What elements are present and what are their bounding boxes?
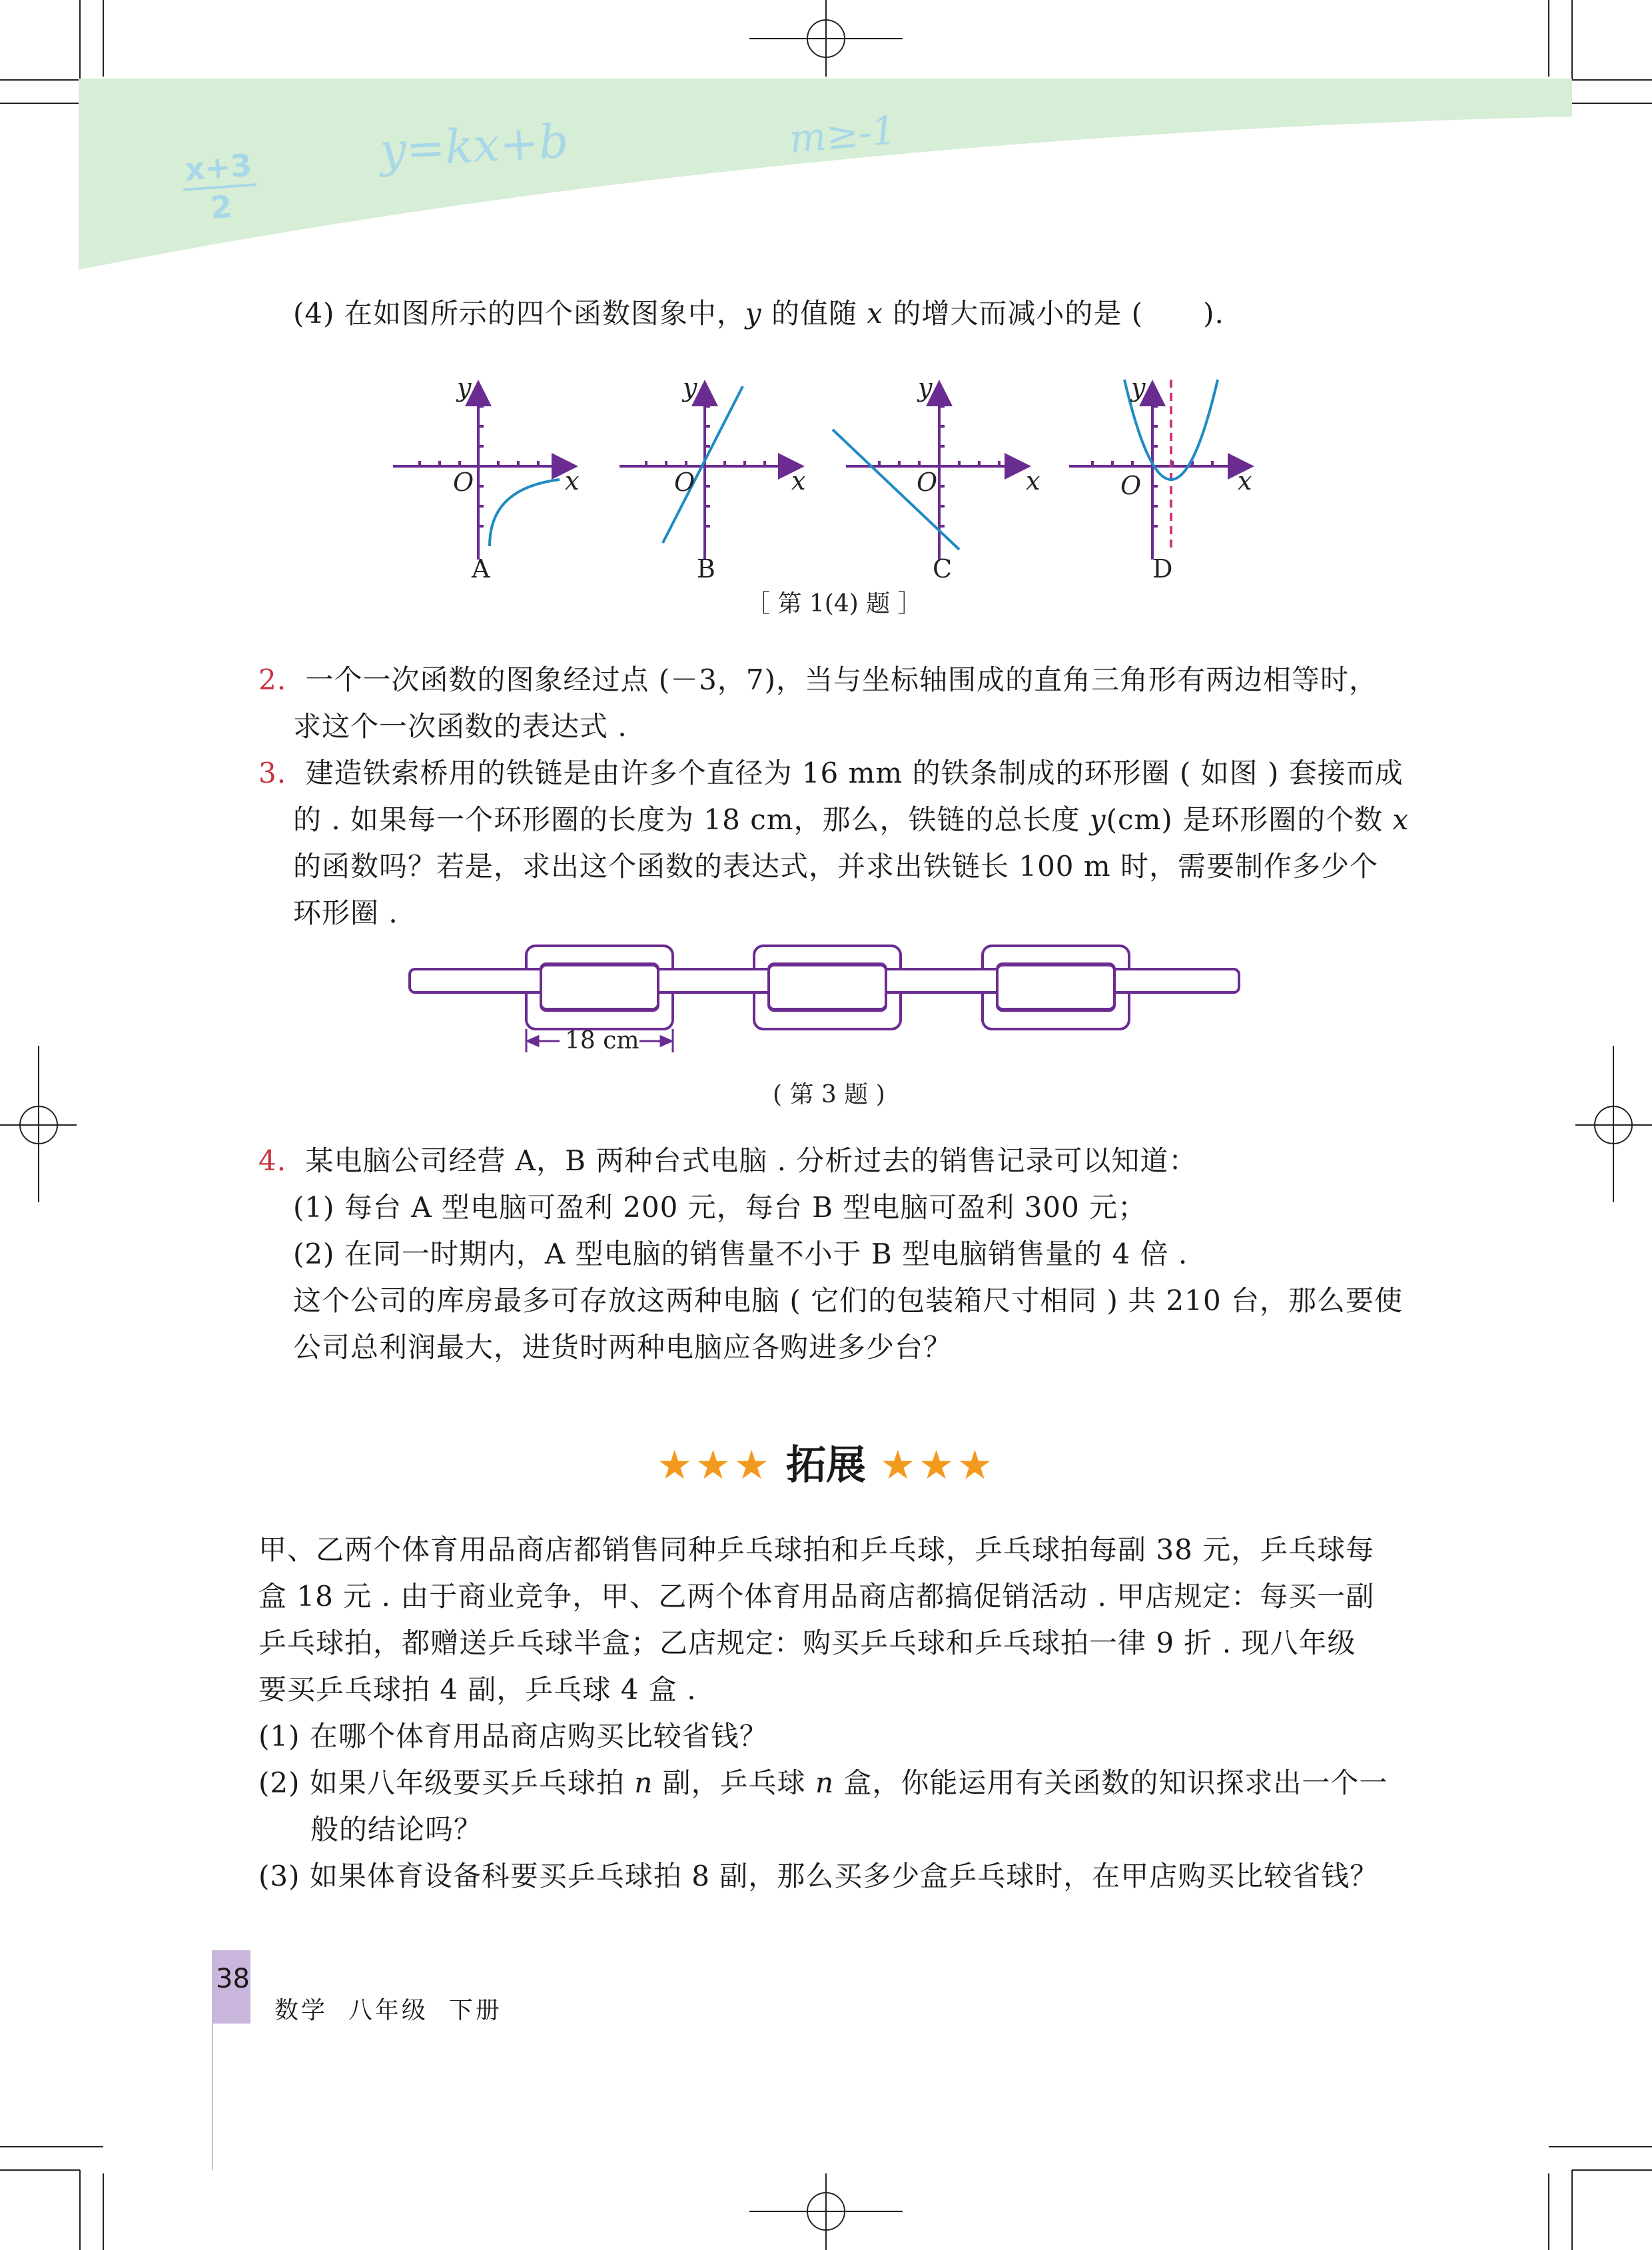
figure-caption-1-4: ［ 第 1(4) 题 ］ xyxy=(746,590,922,617)
graph-a-origin: O xyxy=(453,468,474,497)
graph-b-origin: O xyxy=(674,468,695,497)
extension-sub-2: (2) 如果八年级要买乒乓球拍 n 副，乒乓球 n 盒，你能运用有关函数的知识探求出一个一 xyxy=(258,1766,1388,1799)
extension-line-1: 甲、乙两个体育用品商店都销售同种乒乓球拍和乒乓球，乒乓球拍每副 38 元，乒乓球每 xyxy=(258,1533,1375,1566)
banner-formula-fraction xyxy=(181,147,259,226)
chain-dimension-label: 18 cm xyxy=(565,1027,639,1054)
question-4-line3: (2) 在同一时期内，A 型电脑的销售量不小于 B 型电脑销售量的 4 倍 . xyxy=(293,1238,1188,1270)
graph-d-y-label: y xyxy=(1131,373,1146,402)
figure-caption-3: ( 第 3 题 ) xyxy=(773,1081,885,1108)
fraction-numerator: x+3 xyxy=(184,147,253,188)
graph-d-label: D xyxy=(1152,554,1173,583)
banner-formula-linear: y=kx+b xyxy=(378,113,570,179)
graph-c-y-label: y xyxy=(918,373,933,402)
footer-rule xyxy=(212,2024,213,2170)
question-4-line2: (1) 每台 A 型电脑可盈利 200 元，每台 B 型电脑可盈利 300 元； xyxy=(293,1191,1147,1224)
graph-a-y-label: y xyxy=(457,373,472,402)
function-graphs xyxy=(0,360,1652,586)
page-number: 38 xyxy=(216,1964,250,1994)
question-4-number: 4. xyxy=(258,1144,287,1177)
chain-figure xyxy=(0,936,1652,1069)
graph-b-y-label: y xyxy=(683,373,697,402)
question-4-line4: 这个公司的库房最多可存放这两种电脑 ( 它们的包装箱尺寸相同 ) 共 210 台，那么要使 xyxy=(293,1284,1404,1317)
graph-b-x-label: x xyxy=(791,466,806,496)
question-3: 3. 建造铁索桥用的铁链是由许多个直径为 16 mm 的铁条制成的环形圈 ( 如图 ) 套接而成 xyxy=(258,757,1404,789)
graph-a-x-label: x xyxy=(565,466,580,496)
question-3-line2: 的 . 如果每一个环形圈的长度为 18 cm，那么，铁链的总长度 y(cm) 是环形圈的个数 x xyxy=(293,803,1410,836)
section-heading xyxy=(0,1439,1652,1492)
graph-b xyxy=(620,385,799,560)
graph-d-origin: O xyxy=(1120,471,1142,500)
graph-a-label: A xyxy=(472,554,490,583)
graph-b-label: B xyxy=(697,554,715,583)
extension-line-3: 乒乓球拍，都赠送乒乓球半盒；乙店规定：购买乒乓球和乒乓球拍一律 9 折 . 现八年级 xyxy=(258,1627,1356,1659)
section-title: 拓展 xyxy=(786,1442,866,1489)
extension-sub-2-cont: 般的结论吗？ xyxy=(310,1813,483,1846)
book-title: 数学 八年级 下册 xyxy=(274,1997,502,2024)
question-3-line4: 环形圈 . xyxy=(293,897,398,929)
extension-sub-3: (3) 如果体育设备科要买乒乓球拍 8 副，那么买多少盒乒乓球时，在甲店购买比较省钱？ xyxy=(258,1860,1379,1892)
question-2-line2: 求这个一次函数的表达式 . xyxy=(293,710,627,743)
graph-c-origin: O xyxy=(917,468,938,497)
graph-a xyxy=(393,385,573,560)
question-2: 2. 一个一次函数的图象经过点 (－3，7)，当与坐标轴围成的直角三角形有两边相等时， xyxy=(258,663,1378,696)
extension-line-4: 要买乒乓球拍 4 副，乒乓球 4 盒 . xyxy=(258,1673,697,1706)
question-4-line5: 公司总利润最大，进货时两种电脑应各购进多少台？ xyxy=(293,1331,953,1363)
question-3-number: 3. xyxy=(258,757,287,789)
stars-right-icon: ★★★ xyxy=(879,1442,996,1489)
stars-left-icon: ★★★ xyxy=(656,1442,773,1489)
graph-d-x-label: x xyxy=(1238,466,1252,496)
extension-line-2: 盒 18 元 . 由于商业竞争，甲、乙两个体育用品商店都搞促销活动 . 甲店规定：每买一副 xyxy=(258,1580,1375,1613)
question-4: 4. 某电脑公司经营 A，B 两种台式电脑 . 分析过去的销售记录可以知道： xyxy=(258,1144,1198,1177)
fraction-denominator: 2 xyxy=(209,188,233,226)
graph-c-label: C xyxy=(933,554,953,583)
question-2-number: 2. xyxy=(258,663,287,696)
question-1-4: (4) 在如图所示的四个函数图象中，y 的值随 x 的增大而减小的是 ( ). xyxy=(293,297,1224,330)
question-3-line3: 的函数吗？若是，求出这个函数的表达式，并求出铁链长 100 m 时，需要制作多少个 xyxy=(293,850,1379,883)
graph-c-x-label: x xyxy=(1026,466,1040,496)
extension-sub-1: (1) 在哪个体育用品商店购买比较省钱？ xyxy=(258,1720,768,1752)
graph-d xyxy=(1069,380,1249,560)
banner-formula-inequality: m≥-1 xyxy=(787,107,898,162)
